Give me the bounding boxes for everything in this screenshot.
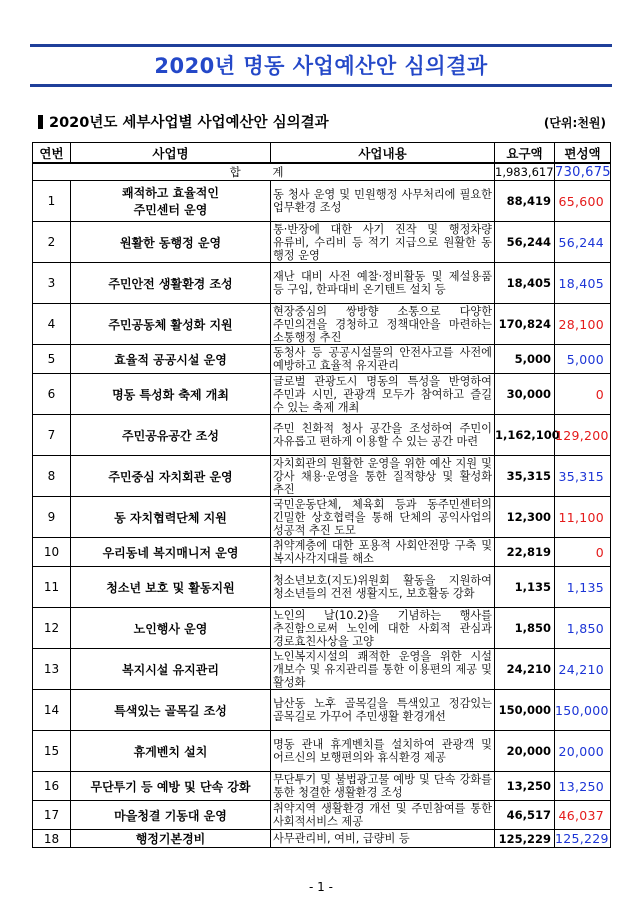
row-request-amount: 1,850: [495, 608, 555, 649]
row-request-amount: 1,135: [495, 567, 555, 608]
row-number: 17: [33, 801, 71, 830]
table-row: [33, 801, 611, 830]
row-description: 취약지역 생활환경 개선 및 주민참여를 통한 사회적서비스 제공: [271, 801, 495, 830]
row-request-amount: 88,419: [495, 181, 555, 222]
row-project-name: 주민안전 생활환경 조성: [71, 263, 271, 304]
row-description: 동 청사 운영 및 민원행정 사무처리에 필요한 업무환경 조성: [271, 181, 495, 222]
table-row: [33, 830, 611, 848]
table-row: [33, 690, 611, 731]
row-description: 현장중심의 쌍방향 소통으로 다양한 주민의견을 경청하고 정책대안을 마련하는 소통행정 추진: [271, 304, 495, 345]
row-budget-amount: 11,100: [555, 497, 611, 538]
bullet-mark-icon: [38, 115, 43, 129]
row-request-amount: 170,824: [495, 304, 555, 345]
row-budget-amount: 13,250: [555, 772, 611, 801]
row-description: 무단투기 및 불법광고물 예방 및 단속 강화를 통한 청결한 생활환경 조성: [271, 772, 495, 801]
table-row: [33, 649, 611, 690]
header-request: 요구액: [495, 143, 555, 164]
total-request: 1,983,617: [495, 165, 554, 179]
row-request-amount: 24,210: [495, 649, 555, 690]
row-budget-amount: 5,000: [555, 345, 611, 374]
table-row: [33, 222, 611, 263]
row-number: 13: [33, 649, 71, 690]
row-project-name: 쾌적하고 효율적인 주민센터 운영: [71, 181, 271, 222]
table-row: [33, 456, 611, 497]
total-label: 합 계: [33, 163, 495, 181]
row-request-amount: 22,819: [495, 538, 555, 567]
row-number: 7: [33, 415, 71, 456]
total-row: [33, 163, 611, 181]
row-number: 4: [33, 304, 71, 345]
row-budget-amount: 24,210: [555, 649, 611, 690]
row-budget-amount: 150,000: [555, 690, 611, 731]
table-row: [33, 608, 611, 649]
row-description: 사무관리비, 여비, 급량비 등: [271, 830, 495, 848]
row-number: 18: [33, 830, 71, 848]
table-row: [33, 567, 611, 608]
row-description: 노인복지시설의 쾌적한 운영을 위한 시설 개보수 및 유지관리를 통한 이용편의 제공 및 활성화: [271, 649, 495, 690]
title-top-rule: [30, 44, 612, 47]
row-request-amount: 1,162,100: [495, 415, 555, 456]
row-project-name: 노인행사 운영: [71, 608, 271, 649]
table-row: [33, 263, 611, 304]
row-project-name: 동 자치협력단체 지원: [71, 497, 271, 538]
table-row: [33, 497, 611, 538]
row-project-name: 명동 특성화 축제 개최: [71, 374, 271, 415]
row-number: 16: [33, 772, 71, 801]
row-project-name: 원활한 동행정 운영: [71, 222, 271, 263]
row-number: 9: [33, 497, 71, 538]
row-budget-amount: 1,135: [555, 567, 611, 608]
table-row: [33, 304, 611, 345]
row-request-amount: 125,229: [495, 830, 555, 848]
row-project-name: 무단투기 등 예방 및 단속 강화: [71, 772, 271, 801]
row-project-name: 주민공동체 활성화 지원: [71, 304, 271, 345]
row-number: 6: [33, 374, 71, 415]
section-heading-text: 2020년도 세부사업별 사업예산안 심의결과: [49, 115, 329, 131]
row-project-name: 특색있는 골목길 조성: [71, 690, 271, 731]
row-number: 15: [33, 731, 71, 772]
row-request-amount: 20,000: [495, 731, 555, 772]
row-description: 국민운동단체, 체육회 등과 동주민센터의 긴밀한 상호협력을 통해 단체의 공익사업의 성공적 추진 도모: [271, 497, 495, 538]
page-number: - 1 -: [309, 880, 333, 894]
row-budget-amount: 56,244: [555, 222, 611, 263]
title-bottom-rule: [30, 84, 612, 87]
row-description: 노인의 날(10.2)을 기념하는 행사를 추진함으로써 노인에 대한 사회적 관심과 경로효친사상을 고양: [271, 608, 495, 649]
row-number: 8: [33, 456, 71, 497]
row-project-name: 주민중심 자치회관 운영: [71, 456, 271, 497]
row-budget-amount: 35,315: [555, 456, 611, 497]
row-project-name: 복지시설 유지관리: [71, 649, 271, 690]
row-description: 청소년보호(지도)위원회 활동을 지원하여 청소년들의 건전 생활지도, 보호활동 강화: [271, 567, 495, 608]
row-number: 2: [33, 222, 71, 263]
row-budget-amount: 20,000: [555, 731, 611, 772]
row-budget-amount: 125,229: [555, 831, 609, 846]
row-budget-amount: 28,100: [555, 304, 611, 345]
row-budget-amount: 0: [555, 538, 611, 567]
row-number: 11: [33, 567, 71, 608]
row-project-name: 효율적 공공시설 운영: [71, 345, 271, 374]
table-row: [33, 415, 611, 456]
row-project-name: 청소년 보호 및 활동지원: [71, 567, 271, 608]
page-title: 2020년 명동 사업예산안 심의결과: [154, 54, 488, 78]
row-budget-amount: 65,600: [555, 181, 611, 222]
row-budget-amount: 129,200: [555, 415, 611, 456]
row-number: 12: [33, 608, 71, 649]
row-description: 동청사 등 공공시설물의 안전사고를 사전에 예방하고 효율적 유지관리: [271, 345, 495, 374]
row-number: 10: [33, 538, 71, 567]
header-content: 사업내용: [271, 143, 495, 164]
table-header-row: [33, 143, 611, 164]
row-description: 남산동 노후 골목길을 특색있고 정감있는 골목길로 가꾸어 주민생활 환경개선: [271, 690, 495, 731]
row-request-amount: 18,405: [495, 263, 555, 304]
row-description: 자치회관의 원활한 운영을 위한 예산 지원 및 강사 채용·운영을 통한 질적향상 및 활성화 추진: [271, 456, 495, 497]
row-description: 글로벌 관광도시 명동의 특성을 반영하여 주민과 시민, 관광객 모두가 참여하고 즐길 수 있는 축제 개최: [271, 374, 495, 415]
row-project-name: 우리동네 복지매니저 운영: [71, 538, 271, 567]
row-number: 5: [33, 345, 71, 374]
table-row: [33, 538, 611, 567]
row-request-amount: 56,244: [495, 222, 555, 263]
row-request-amount: 150,000: [495, 690, 555, 731]
table-row: [33, 181, 611, 222]
row-request-amount: 35,315: [495, 456, 555, 497]
row-request-amount: 13,250: [495, 772, 555, 801]
budget-table: [32, 142, 611, 848]
unit-label: (단위:천원): [543, 116, 606, 130]
table-row: [33, 374, 611, 415]
row-number: 14: [33, 690, 71, 731]
row-budget-amount: 0: [555, 374, 611, 415]
row-description: 주민 친화적 청사 공간을 조성하여 주민이 자유롭고 편하게 이용할 수 있는 공간 마련: [271, 415, 495, 456]
table-row: [33, 731, 611, 772]
table-row: [33, 772, 611, 801]
header-budget: 편성액: [555, 143, 611, 164]
row-project-name: 주민공유공간 조성: [71, 415, 271, 456]
row-description: 통·반장에 대한 사기 진작 및 행정차량 유류비, 수리비 등 적기 지급으로 원활한 동 행정 운영: [271, 222, 495, 263]
row-budget-amount: 18,405: [555, 263, 611, 304]
row-project-name: 휴게벤치 설치: [71, 731, 271, 772]
header-no: 연번: [33, 143, 71, 164]
header-project: 사업명: [71, 143, 271, 164]
row-request-amount: 5,000: [495, 345, 555, 374]
row-description: 재난 대비 사전 예찰·정비활동 및 제설용품 등 구입, 한파대비 온기텐트 설치 등: [271, 263, 495, 304]
section-heading: [38, 111, 329, 132]
row-request-amount: 12,300: [495, 497, 555, 538]
row-description: 명동 관내 휴게벤치를 설치하여 관광객 및 어르신의 보행편의와 휴식환경 제공: [271, 731, 495, 772]
row-number: 1: [33, 181, 71, 222]
row-project-name: 행정기본경비: [71, 830, 271, 848]
row-budget-amount: 46,037: [555, 801, 611, 830]
row-budget-amount: 1,850: [555, 608, 611, 649]
row-request-amount: 46,517: [495, 801, 555, 830]
row-description: 취약계층에 대한 포용적 사회안전망 구축 및 복지사각지대를 해소: [271, 538, 495, 567]
table-row: [33, 345, 611, 374]
row-number: 3: [33, 263, 71, 304]
total-budget: 730,675: [555, 164, 611, 180]
row-project-name: 마을청결 기동대 운영: [71, 801, 271, 830]
row-request-amount: 30,000: [495, 374, 555, 415]
